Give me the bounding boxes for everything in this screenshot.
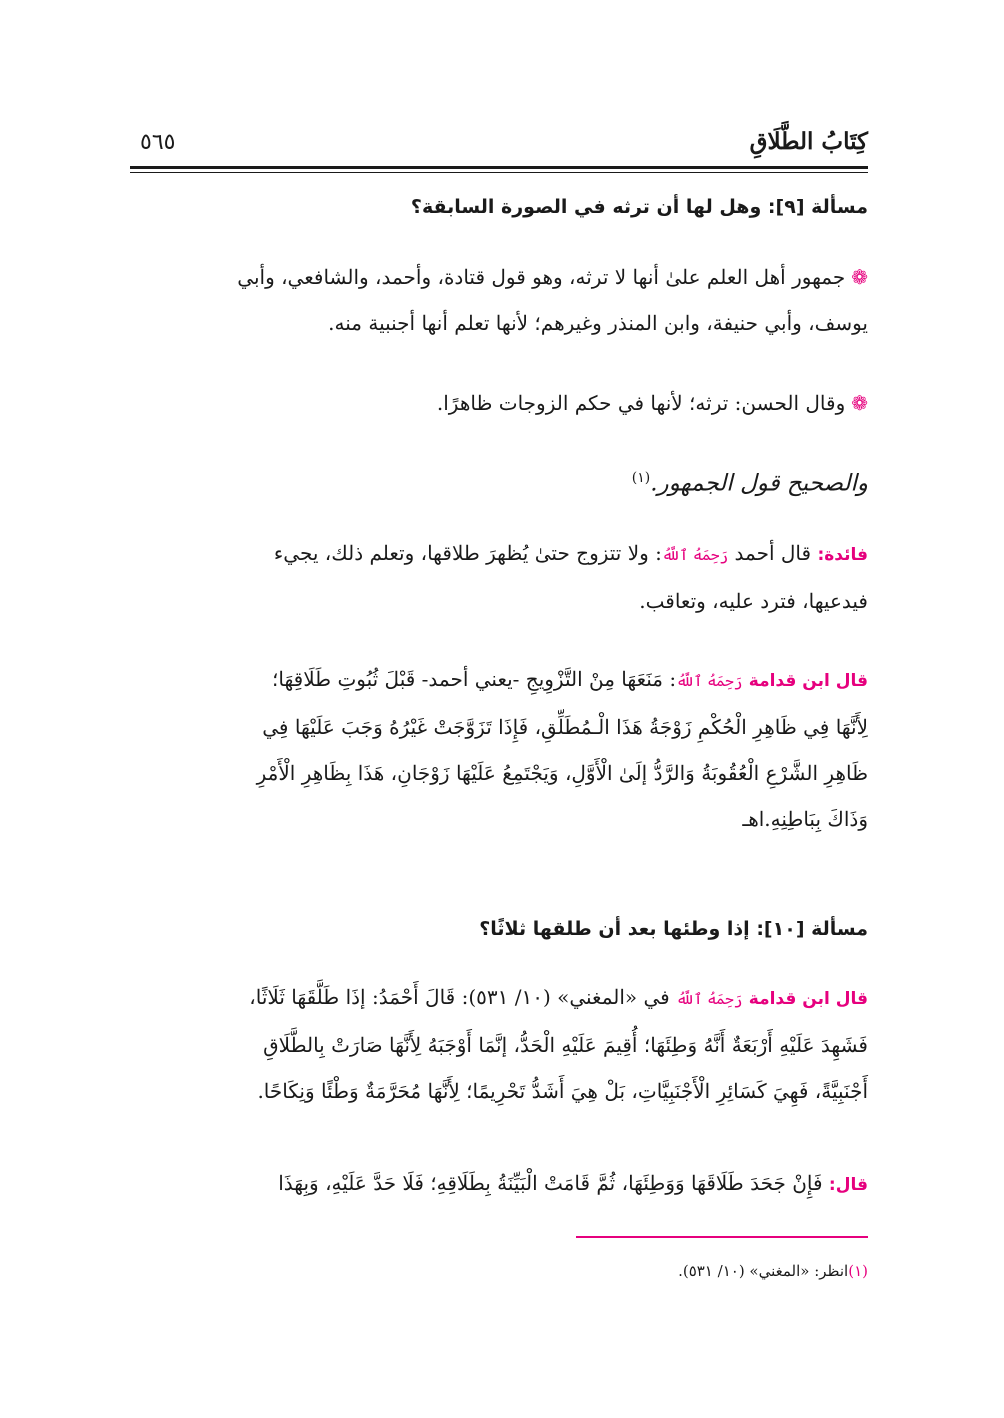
qudama1-line-1-text: : مَنَعَهَا مِنْ التَّزْوِيجِ -يعني أحمد- قَبْلَ ثُبُوتِ طَلَاقِهَا؛ bbox=[272, 667, 677, 691]
header-rule-thin bbox=[130, 172, 868, 173]
qudama1-line-4: وَذَاكَ بِبَاطِنِهِ.اهـ bbox=[742, 807, 868, 831]
qudama1-line-2: لِأَنَّهَا فِي ظَاهِرِ الْحُكْمِ زَوْجَةُ هَذَا الْـمُطَلِّقِ، فَإِذَا تَزَوَّجَتْ غَيْرُهُ وَجَبَ عَلَيْهَا فِي bbox=[262, 715, 868, 739]
q9-paragraph-2 bbox=[130, 380, 868, 426]
honorific-glyph: رَحِمَهُ ٱللَّهُ bbox=[676, 672, 743, 690]
faida-line-2: فيدعيها، فترد عليه، وتعاقب. bbox=[639, 589, 868, 613]
q9-conclusion-text: والصحيح قول الجمهور. bbox=[650, 470, 868, 497]
faida-paragraph bbox=[130, 530, 868, 624]
q9-p1-line-2: يوسف، وأبي حنيفة، وابن المنذر وغيرهم؛ لأنها تعلم أنها أجنبية منه. bbox=[328, 311, 868, 335]
q9-p2-text: وقال الحسن: ترثه؛ لأنها في حكم الزوجات ظاهرًا. bbox=[436, 391, 846, 415]
qudama1-line-1 bbox=[130, 656, 868, 704]
qudama2-label-2: قال: bbox=[828, 1175, 868, 1195]
qudama2-continuation bbox=[130, 1160, 868, 1208]
footnote-number: (١) bbox=[848, 1262, 868, 1280]
question-9-text: وهل لها أن ترثه في الصورة السابقة؟ bbox=[410, 196, 762, 218]
question-10-heading bbox=[130, 918, 868, 940]
qudama2-line-1 bbox=[130, 974, 868, 1022]
q9-conclusion bbox=[130, 470, 868, 497]
qudama-quote-1 bbox=[130, 656, 868, 842]
footnote-ref: (١) bbox=[631, 470, 651, 486]
footnote bbox=[130, 1262, 868, 1280]
honorific-glyph: رَحِمَهُ ٱللَّهُ bbox=[676, 990, 743, 1008]
qudama2-line-1-text: في «المغني» (١٠/ ٥٣١): قَالَ أَحْمَدُ: إذَا طَلَّقَهَا ثَلَاثًا، bbox=[249, 985, 670, 1009]
faida-line-1b: : ولا تتزوج حتىٰ يُظهرَ طلاقها، وتعلم ذلك، يجيء bbox=[273, 541, 662, 565]
footnote-divider bbox=[576, 1236, 868, 1238]
honorific-glyph: رَحِمَهُ ٱللَّهُ bbox=[661, 546, 729, 564]
qudama-quote-2 bbox=[130, 974, 868, 1114]
header-rule-thick bbox=[130, 166, 868, 169]
question-9-label: مسألة [٩]: bbox=[767, 196, 868, 218]
qudama1-line-3: ظَاهِرِ الشَّرْعِ الْعُقُوبَةُ وَالرَّدُّ إلَىٰ الْأَوَّلِ، وَيَجْتَمِعُ عَلَيْهَا زَوْجَانِ، هَذَا بِظَاهِرِ الْأَمْرِ bbox=[256, 761, 868, 785]
qudama1-label: قال ابن قدامة bbox=[748, 671, 868, 691]
chapter-title: كِتَابُ الطَّلَاقِ bbox=[749, 128, 868, 155]
qudama2-label: قال ابن قدامة bbox=[748, 989, 868, 1009]
question-9-heading bbox=[130, 196, 868, 218]
footnote-text: انظر: «المغني» (١٠/ ٥٣١). bbox=[678, 1262, 849, 1280]
qudama2-line-2: فَشَهِدَ عَلَيْهِ أَرْبَعَةٌ أَنَّهُ وَطِئَهَا؛ أُقِيمَ عَلَيْهِ الْحَدُّ، إنَّمَا أَوْجَبَهُ لِأَنَّهَا صَارَتْ بِالطَّلَاقِ bbox=[263, 1033, 868, 1057]
q9-paragraph-1 bbox=[130, 254, 868, 346]
flower-bullet-icon: ❁ bbox=[851, 265, 868, 289]
qudama2-line-3: أَجْنَبِيَّةً، فَهِيَ كَسَائِرِ الْأَجْنَبِيَّاتِ، بَلْ هِيَ أَشَدُّ تَحْرِيمًا؛ لِأَنَّهَا مُحَرَّمَةٌ وَطْئًا وَنِكَاحًا. bbox=[257, 1079, 868, 1103]
question-10-text: إذا وطئها بعد أن طلقها ثلاثًا؟ bbox=[479, 918, 750, 940]
q9-p1-line-1-text: جمهور أهل العلم علىٰ أنها لا ترثه، وهو قول قتادة، وأحمد، والشافعي، وأبي bbox=[237, 265, 846, 289]
flower-bullet-icon: ❁ bbox=[851, 391, 868, 415]
faida-line-1a: قال أحمد bbox=[734, 541, 812, 565]
question-10-label: مسألة [١٠]: bbox=[756, 918, 868, 940]
q9-p1-line-1 bbox=[130, 254, 868, 300]
faida-line-1 bbox=[130, 530, 868, 578]
page-header bbox=[130, 124, 868, 164]
page-number: ٥٦٥ bbox=[140, 130, 176, 155]
faida-label: فائدة: bbox=[817, 545, 868, 565]
qudama2-line-5: فَإِنْ جَحَدَ طَلَاقَهَا وَوَطِئَهَا، ثُمَّ قَامَتْ الْبَيِّنَةُ بِطَلَاقِهِ؛ فَلَا حَدَّ عَلَيْهِ، وَبِهَذَا bbox=[278, 1171, 823, 1195]
